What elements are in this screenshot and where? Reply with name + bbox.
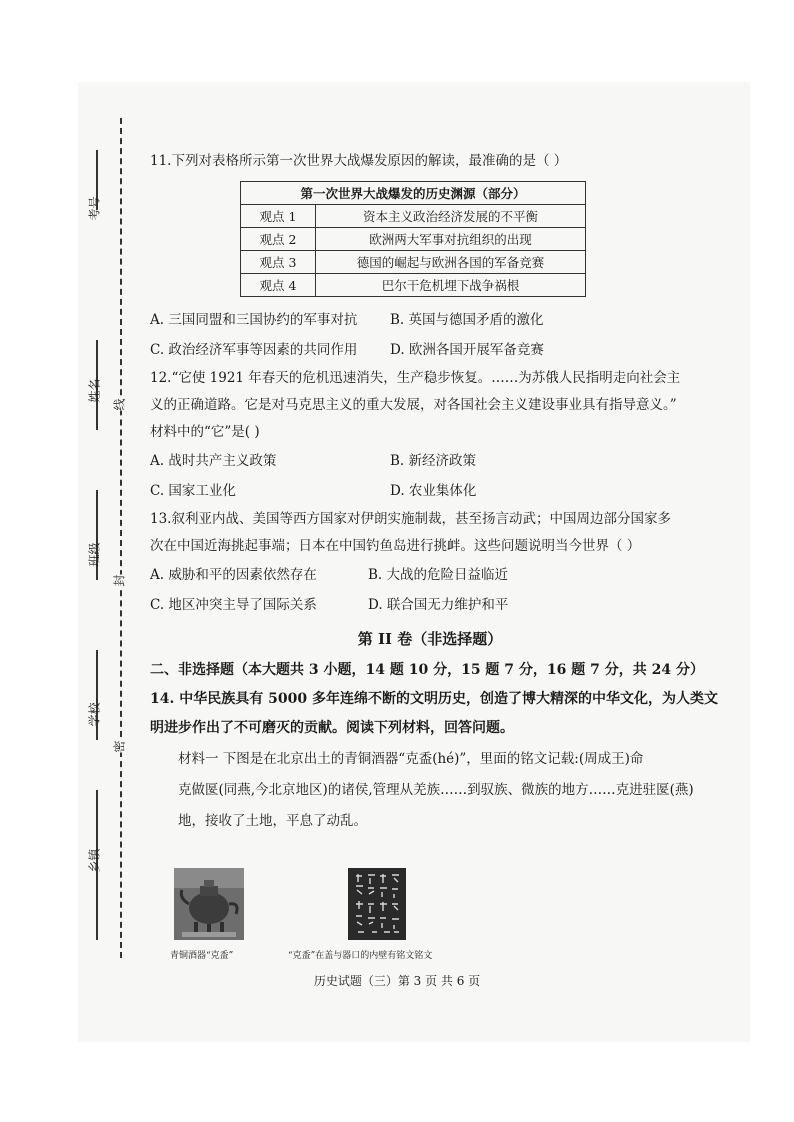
seal-seal-mark: 封 <box>112 574 127 587</box>
q14-line-1: 14. 中华民族具有 5000 多年连绵不断的文明历史，创造了博大精深的中华文化，为人类文 <box>150 691 718 707</box>
material-images <box>170 868 470 968</box>
q12-options-row-1 <box>150 446 710 476</box>
inscription-rubbing-photo <box>348 868 406 940</box>
row-text: 资本主义政治经济发展的不平衡 <box>316 205 586 228</box>
q12-line-2: 义的正确道路。它是对马克思主义的重大发展，对各国社会主义建设事业具有指导意义。” <box>150 397 677 413</box>
part-two-title: 第 II 卷（非选择题） <box>357 630 503 648</box>
q12-option-d: D. 农业集体化 <box>390 483 477 499</box>
seal-dense-mark: 密 <box>112 740 127 753</box>
q13-option-a: A. 威胁和平的因素依然存在 <box>150 567 317 583</box>
q13-option-d: D. 联合国无力维护和平 <box>368 597 509 613</box>
q13-options-row-2 <box>150 590 710 620</box>
q11-table-wrap <box>240 181 710 297</box>
row-text: 欧洲两大军事对抗组织的出现 <box>316 228 586 251</box>
row-label: 观点 3 <box>241 251 316 274</box>
question-content <box>150 148 718 836</box>
bronze-vessel-photo <box>174 868 244 940</box>
q12-option-b: B. 新经济政策 <box>390 453 477 469</box>
town-label: 乡镇 <box>87 848 102 873</box>
q11-option-c: C. 政治经济军事等因素的共同作用 <box>150 342 358 358</box>
material-one-line-1: 材料一 下图是在北京出土的青铜酒器“克盉(hé)”，里面的铭文记载:(周成王)命 <box>178 751 644 767</box>
q12-option-c: C. 国家工业化 <box>150 483 236 499</box>
table-row <box>241 274 586 297</box>
q12-options-row-2 <box>150 476 710 506</box>
school-label: 学校 <box>87 702 102 727</box>
q13-option-c: C. 地区冲突主导了国际关系 <box>150 597 317 613</box>
material-one-line-2: 克做匽(同燕,今北京地区)的诸侯,管理从羌族……到驭族、微族的地方……克进驻匽(燕) <box>178 782 694 798</box>
class-label: 班级 <box>87 542 102 567</box>
q13-options-row-1 <box>150 560 710 590</box>
q11-option-b: B. 英国与德国矛盾的激化 <box>390 312 544 328</box>
seal-dashed-line <box>120 118 122 958</box>
part-two-heading: 二、非选择题（本大题共 3 小题，14 题 10 分，15 题 7 分，16 题 7 分，共 24 分） <box>150 662 704 678</box>
name-label: 姓名 <box>87 378 102 403</box>
row-label: 观点 2 <box>241 228 316 251</box>
history-table <box>240 181 586 297</box>
q14-line-2: 明进步作出了不可磨灭的贡献。阅读下列材料，回答问题。 <box>150 720 514 736</box>
q12-line-3: 材料中的“它”是( ) <box>150 424 260 440</box>
page-footer: 历史试题（三）第 3 页 共 6 页 <box>313 974 481 988</box>
table-row <box>241 228 586 251</box>
q11-options-row-2 <box>150 335 710 365</box>
table-row <box>241 251 586 274</box>
q13-line-2: 次在中国近海挑起事端；日本在中国钓鱼岛进行挑衅。这些问题说明当今世界（ ） <box>150 538 641 554</box>
material-one-line-3: 地，接收了土地，平息了动乱。 <box>178 813 367 829</box>
exam-no-label: 考号 <box>87 196 102 221</box>
q11-option-a: A. 三国同盟和三国协约的军事对抗 <box>150 312 358 328</box>
vessel-caption: 青铜酒器“克盉” <box>170 951 234 961</box>
q12-line-1: 12.“它使 1921 年春天的危机迅速消失，生产稳步恢复。……为苏俄人民指明走向社会主 <box>150 370 681 386</box>
q11-options-row-1 <box>150 305 710 335</box>
row-text: 德国的崛起与欧洲各国的军备竞赛 <box>316 251 586 274</box>
q13-line-1: 13.叙利亚内战、美国等西方国家对伊朗实施制裁，甚至扬言动武；中国周边部分国家多 <box>150 511 671 527</box>
q11-option-d: D. 欧洲各国开展军备竞赛 <box>390 342 544 358</box>
q13-option-b: B. 大战的危险日益临近 <box>368 567 509 583</box>
seal-line-mark: 线 <box>112 398 127 411</box>
inscription-caption: “克盉”在盖与器口的内壁有铭文铭文 <box>288 951 433 961</box>
row-label: 观点 1 <box>241 205 316 228</box>
q11-stem: 11.下列对表格所示第一次世界大战爆发原因的解读，最准确的是（ ） <box>150 153 568 169</box>
table-row <box>241 205 586 228</box>
q12-option-a: A. 战时共产主义政策 <box>150 453 277 469</box>
row-text: 巴尔干危机埋下战争祸根 <box>316 274 586 297</box>
table-title: 第一次世界大战爆发的历史渊源（部分） <box>241 182 586 205</box>
row-label: 观点 4 <box>241 274 316 297</box>
